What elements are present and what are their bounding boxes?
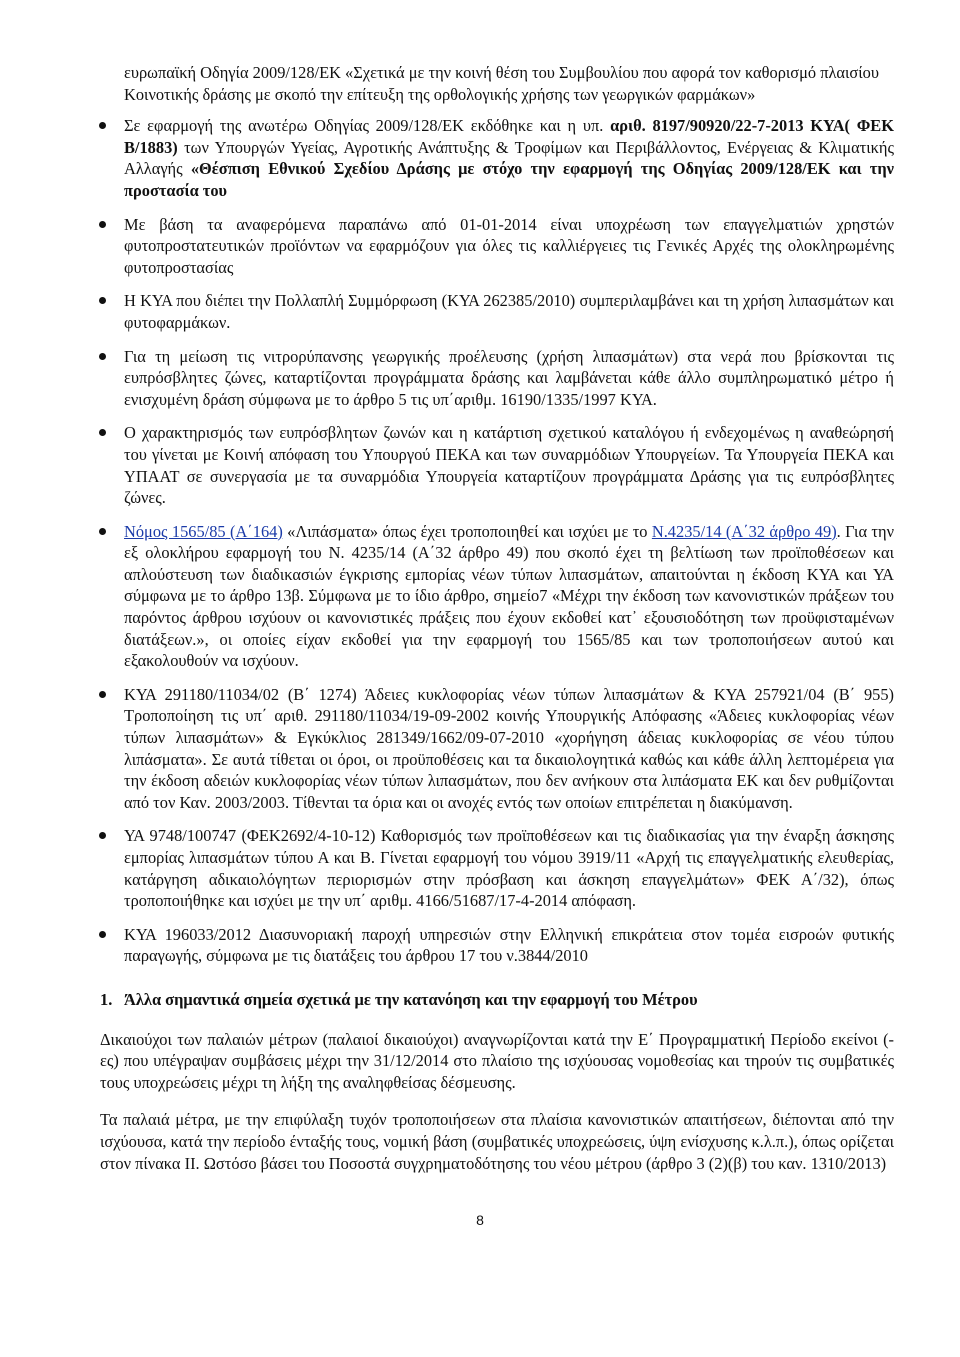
bullet-text: Ο χαρακτηρισμός των ευπρόσβλητων ζωνών και η κατάρτιση σχετικού καταλόγου ή ενδεχομένως η αναθεώρησή του γίνεται με Κοινή απόφαση του Υπουργού ΠΕΚΑ και των συναρμόδιων Υπουργείων. Τα Υπουργεία ΠΕΚΑ και ΥΠΑΑΤ σε συνεργασία με τα συναρμόδια Υπουργεία καταρτίζουν προγράμματα Δράσης για τις ευπρόσβλητες ζώνες. bbox=[124, 423, 894, 508]
bullet-text: Με βάση τα αναφερόμενα παραπάνω από 01-01-2014 είναι υποχρέωση των επαγγελματιών χρηστών φυτοπροστατευτικών προϊόντων να εφαρμόζουν για όλες τις καλλιέργειες τις Γενικές Αρχές της ολοκληρωμένης φυτοπροστασίας bbox=[124, 214, 894, 277]
bullet-text: ΚΥΑ 196033/2012 Διασυνοριακή παροχή υπηρεσιών στην Ελληνική επικράτεια στον τομέα εισροών φυτικής παραγωγής, σύμφωνα με τις διατάξεις του άρθρου 17 του ν.3844/2010 bbox=[124, 924, 894, 966]
bullet-icon bbox=[99, 931, 106, 938]
page-content bbox=[100, 62, 894, 1190]
bullet-item bbox=[124, 115, 894, 201]
page-number: 8 bbox=[476, 1212, 484, 1228]
bullet-text-bold: αριθ. 8197/90920/22-7-2013 ΚΥΑ( ΦΕΚ Β/1883) bbox=[124, 116, 894, 157]
bullet-icon bbox=[99, 528, 106, 535]
bullet-item bbox=[124, 290, 894, 333]
bullet-text: ΥΑ 9748/100747 (ΦΕΚ2692/4-10-12) Καθορισμός των προϊποθέσεων και τις διαδικασίας για την έναρξη άσκησης εμπορίας λιπασμάτων τύπου Α και Β. Γίνεται εφαρμογή του νόμου 3919/11 «Αρχή τις επαγγελματικής ελευθερίας, κατάργηση αδικαιολόγητων περιορισμών στην πρόσβαση και άσκηση επαγγελμάτων» ΦΕΚ Α΄/32), όπως τροποποιήθηκε και ισχύει με την υπ΄ αριθμ. 4166/51687/17-4-2014 απόφαση. bbox=[124, 826, 894, 911]
bullet-icon bbox=[99, 832, 106, 839]
body-paragraph: Δικαιούχοι των παλαιών μέτρων (παλαιοί δικαιούχοι) αναγνωρίζονται κατά την Ε΄ Προγραμματική Περίοδο εκείνοι (-ες) που υπέγραψαν συμβάσεις μέχρι την 31/12/2014 στο πλαίσιο της ισχύουσας νομοθεσίας και τηρούν τις συμβατικές τους υποχρεώσεις μέχρι τη λήξη της αναληφθείσας δέσμευσης. bbox=[100, 1029, 894, 1092]
bullet-text: Για τη μείωση τις νιτρορύπανσης γεωργικής προέλευσης (χρήση λιπασμάτων) στα νερά που βρίσκονται τις ευπρόσβλητες ζώνες, καταρτίζονται προγράμματα δράσης και λαμβάνεται κάθε άλλο συμπληρωματικό μέτρο ή ενισχυμένη δράση σύμφωνα με το άρθρο 5 τις υπ΄αριθμ. 16190/1335/1997 ΚΥΑ. bbox=[124, 346, 894, 409]
bullet-text: των Υπουργών Υγείας, Αγροτικής Ανάπτυξης & Τροφίμων και Περιβάλλοντος, Ενέργειας & Κλιματικής Αλλαγής bbox=[124, 137, 894, 179]
bullet-text: «Λιπάσματα» όπως έχει τροποποιηθεί και ισχύει με το bbox=[282, 521, 652, 541]
bullet-icon bbox=[99, 122, 106, 129]
bullet-text: . Για την εξ ολοκλήρου εφαρμογή του Ν. 4235/14 (Α΄32 άρθρο 49) που σκοπό έχει τη βελτίωση των προϊποθέσεων και απλούστευση των διαδικασιών έγκρισης εμπορίας νέων τύπων λιπασμάτων, απαιτούνται η έκδοση ΚΥΑ και ΥΑ σύμφωνα με το άρθρο 13β. Σύμφωνα με το ίδιο άρθρο, σημείο7 «Μέχρι την έκδοση των κανονιστικών πράξεων του παρόντος άρθρου ισχύουν οι κανονιστικές πράξεις που έχουν εκδοθεί κατ᾽ εξουσιοδότηση των προϋφισταμένων διατάξεων.», οι οποίες είχαν εκδοθεί για την εφαρμογή του 1565/85 και των τροποποιήσεων αυτού και εξακολουθούν να ισχύουν. bbox=[124, 521, 894, 671]
bullet-item bbox=[124, 684, 894, 814]
bullet-icon bbox=[99, 429, 106, 436]
bullet-text: Η ΚΥΑ που διέπει την Πολλαπλή Συμμόρφωση (ΚΥΑ 262385/2010) συμπεριλαμβάνει και τη χρήση λιπασμάτων και φυτοφαρμάκων. bbox=[124, 291, 894, 332]
law-4235-link[interactable]: Ν.4235/14 (Α΄32 άρθρο 49) bbox=[651, 521, 837, 541]
bullet-text-bold: «Θέσπιση Εθνικού Σχεδίου Δράσης με στόχο την εφαρμογή της Οδηγίας 2009/128/ΕΚ και την προστασία του bbox=[124, 159, 894, 200]
section-heading bbox=[100, 989, 894, 1011]
section-number: 1. bbox=[100, 989, 113, 1009]
bullet-text: ΚΥΑ 291180/11034/02 (Β΄ 1274) Άδειες κυκλοφορίας νέων τύπων λιπασμάτων & ΚΥΑ 257921/04 (Β΄ 955) Τροποποίηση τις υπ΄ αριθ. 291180/11034/19-09-2002 κοινής Υπουργικής Απόφασης «Άδειες κυκλοφορίας νέων τύπων λιπασμάτων» & Εγκύκλιος 281349/1662/09-07-2010 «χορήγηση άδειας κυκλοφορίας σε νέου τύπου λιπάσματα». Σε αυτά τίθεται οι όροι, οι προϋποθέσεις και τα δικαιολογητικά καθώς και κάθε άλλη λεπτομέρεια για την έκδοση αδειών κυκλοφορίας νέων τύπων λιπασμάτων, που δεν ανήκουν στα λιπάσματα ΕΚ και δεν ρυθμίζονται από τον Καν. 2003/2003. Τίθενται τα όρια και οι ανοχές εντός των οποίων επιτρέπεται η διακύμανση. bbox=[124, 684, 894, 812]
bullet-item bbox=[124, 924, 894, 967]
bullet-item bbox=[124, 346, 894, 411]
bullet-icon bbox=[99, 221, 106, 228]
section-title: Άλλα σημαντικά σημεία σχετικά με την κατανόηση και την εφαρμογή του Μέτρου bbox=[124, 989, 698, 1009]
bullet-item bbox=[124, 825, 894, 911]
bullet-item bbox=[124, 214, 894, 279]
bullet-text: Σε εφαρμογή της ανωτέρω Οδηγίας 2009/128/ΕΚ εκδόθηκε και η υπ. bbox=[124, 116, 611, 136]
bullet-icon bbox=[99, 353, 106, 360]
bullet-item bbox=[124, 521, 894, 672]
bullet-item bbox=[124, 422, 894, 508]
body-paragraph: Τα παλαιά μέτρα, με την επιφύλαξη τυχόν τροποποιήσεων στα πλαίσια κανονιστικών απαιτήσεων, διέπονται από την ισχύουσα, κατά την περίοδο ένταξής τους, νομική βάση (συμβατικές υποχρεώσεις, ύψη ενίσχυσης κ.λ.π.), όπως ορίζεται στον πίνακα ΙΙ. Ωστόσο βάσει του Ποσοστά συγχρηματοδότησης του νέου μέτρου (άρθρο 3 (2)(β) του καν. 1310/2013) bbox=[100, 1110, 894, 1173]
bullet-list bbox=[124, 115, 894, 967]
intro-paragraph: ευρωπαϊκή Οδηγία 2009/128/ΕΚ «Σχετικά με την κοινή θέση του Συμβουλίου που αφορά τον καθορισμό πλαισίου Κοινοτικής δράσης με σκοπό την επίτευξη της ορθολογικής χρήσης των γεωργικών φαρμάκων» bbox=[124, 63, 879, 104]
bullet-icon bbox=[99, 297, 106, 304]
bullet-icon bbox=[99, 691, 106, 698]
law-1565-link[interactable]: Νόμος 1565/85 (Α΄164) bbox=[124, 521, 283, 541]
